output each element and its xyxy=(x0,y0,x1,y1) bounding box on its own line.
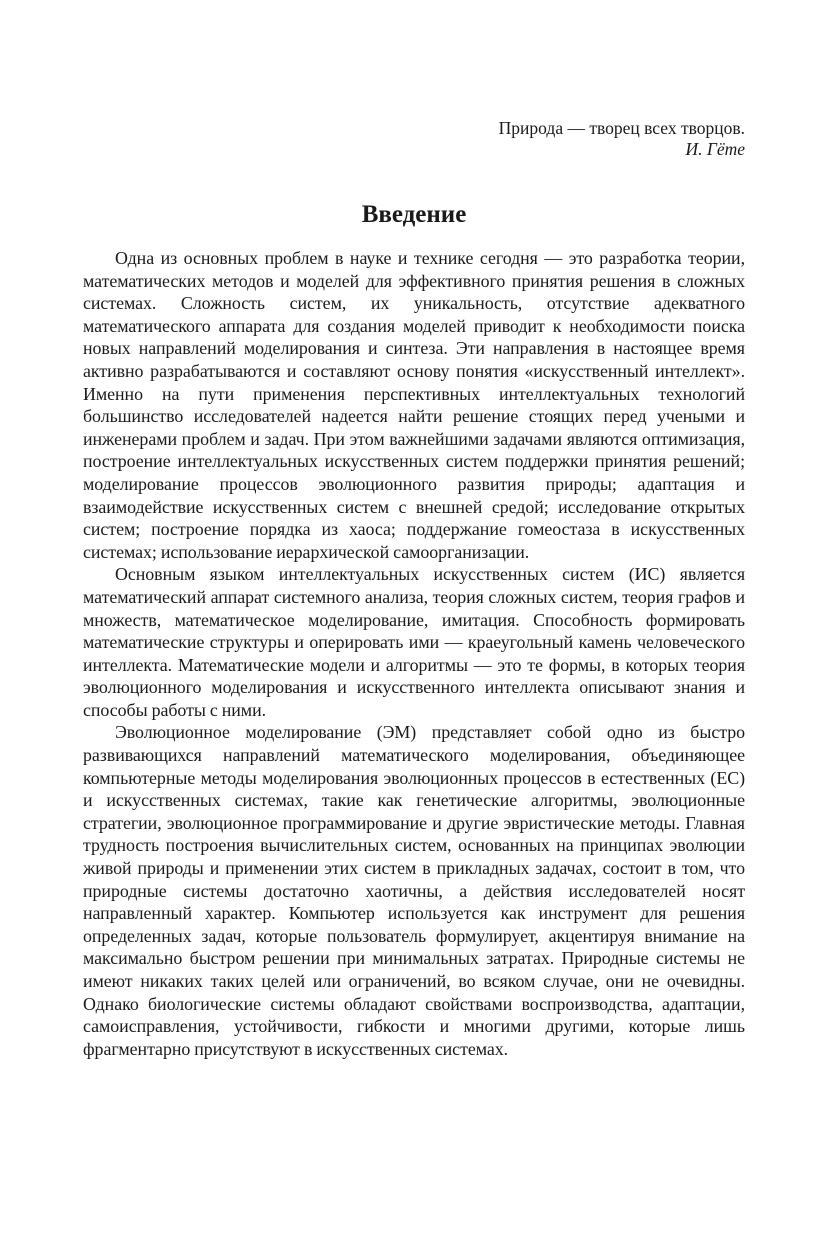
epigraph xyxy=(83,118,745,160)
chapter-heading: Введение xyxy=(361,201,467,228)
paragraph-1: Одна из основных проблем в науке и технике сегодня — это разработка теории, математических методов и моделей для эффективного принятия решения в сложных системах. Сложность систем, их уникальность, отсутствие адекватного математического аппарата для создания моделей приводит к необходимости поиска новых направлений моделирования и синтеза. Эти направления в настоящее время активно разрабатываются и составляют основу понятия «искусственный интеллект». Именно на пути применения перспективных интеллектуальных технологий большинство исследователей надеется найти решение стоящих перед учеными и инженерами проблем и задач. При этом важнейшими задачами являются оптимизация, построение интеллектуальных искусственных систем поддержки принятия решений; моделирование процессов эволюционного развития природы; адаптация и взаимодействие искусственных систем с внешней средой; исследование открытых систем; построение порядка из хаоса; поддержание гомеостаза в искусственных системах; использование иерархической самоорганизации. xyxy=(83,248,745,562)
paragraph-2: Основным языком интеллектуальных искусственных систем (ИС) является математический аппарат системного анализа, теория сложных систем, теория графов и множеств, математическое моделирование, имитация. Способность формировать математические структуры и оперировать ими — краеугольный камень человеческого интеллекта. Математические модели и алгоритмы — это те формы, в которых теория эволюционного моделирования и искусственного интеллекта описывают знания и способы работы с ними. xyxy=(83,564,745,720)
book-page xyxy=(83,0,745,1060)
epigraph-author: И. Гёте xyxy=(685,139,745,159)
epigraph-quote: Природа — творец всех творцов. xyxy=(498,118,745,138)
paragraph-3: Эволюционное моделирование (ЭМ) представляет собой одно из быстро развивающихся направлений математического моделирования, объединяющее компьютерные методы моделирования эволюционных процессов в естественных (ЕС) и искусственных системах, такие как генетические алгоритмы, эволюционные стратегии, эволюционное программирование и другие эвристические методы. Главная трудность построения вычислительных систем, основанных на принципах эволюции живой природы и применении этих систем в прикладных задачах, состоит в том, что природные системы достаточно хаотичны, а действия исследователей носят направленный характер. Компьютер используется как инструмент для решения определенных задач, которые пользователь формулирует, акцентируя внимание на максимально быстром решении при минимальных затратах. Природные системы не имеют никаких таких целей или ограничений, во всяком случае, они не очевидны. Однако биологические системы обладают свойствами воспроизводства, адаптации, самоисправления, устойчивости, гибкости и многими другими, которые лишь фрагментарно присутствуют в искусственных системах. xyxy=(83,722,745,1059)
body-text xyxy=(83,247,745,1060)
